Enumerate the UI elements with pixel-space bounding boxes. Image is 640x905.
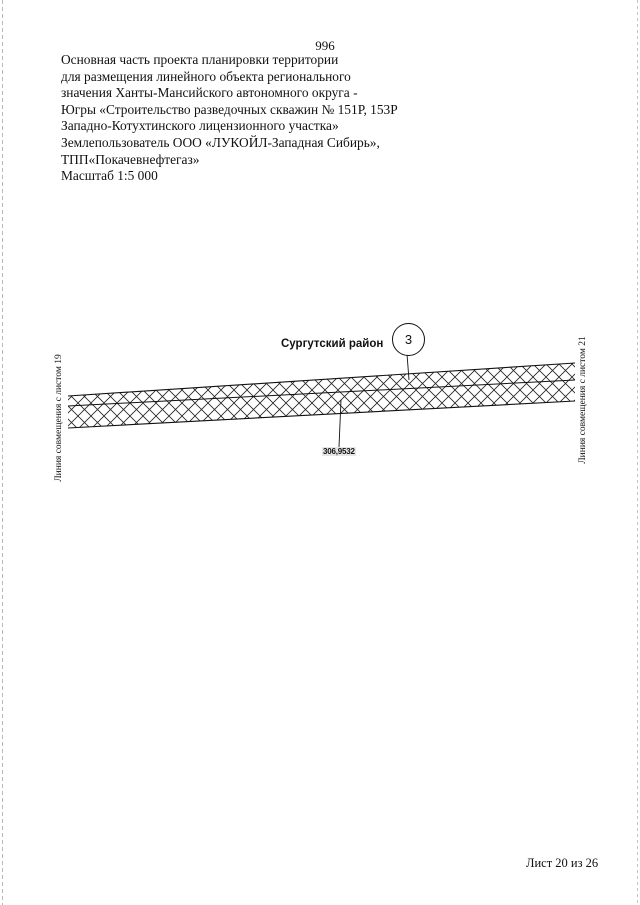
- scale-line: Масштаб 1:5 000: [61, 168, 158, 184]
- callout-circle: [392, 323, 425, 356]
- district-label: Сургутский район: [281, 338, 384, 350]
- area-label: 306,9532: [323, 447, 355, 456]
- sheet-info: Лист 20 из 26: [526, 856, 599, 870]
- header-line: Западно-Котухтинского лицензионного участка»: [61, 118, 339, 134]
- header-line: ТПП«Покачевнефтегаз»: [61, 151, 200, 167]
- hatched-strip: [68, 363, 575, 428]
- header-line: Югры «Строительство разведочных скважин № 151Р, 153Р: [61, 101, 398, 117]
- page-number: 996: [315, 38, 335, 53]
- header-line: для размещения линейного объекта регионального: [61, 68, 351, 84]
- match-line-left: Линия совмещения с листом 19: [54, 354, 64, 482]
- match-line-right: Линия совмещения с листом 21: [578, 336, 588, 464]
- callout-number: 3: [404, 332, 413, 347]
- header-line: значения Ханты-Мансийского автономного округа -: [61, 85, 358, 101]
- header-line: Основная часть проекта планировки территории: [61, 52, 339, 67]
- header-line: Землепользователь ООО «ЛУКОЙЛ-Западная Сибирь»,: [61, 134, 380, 150]
